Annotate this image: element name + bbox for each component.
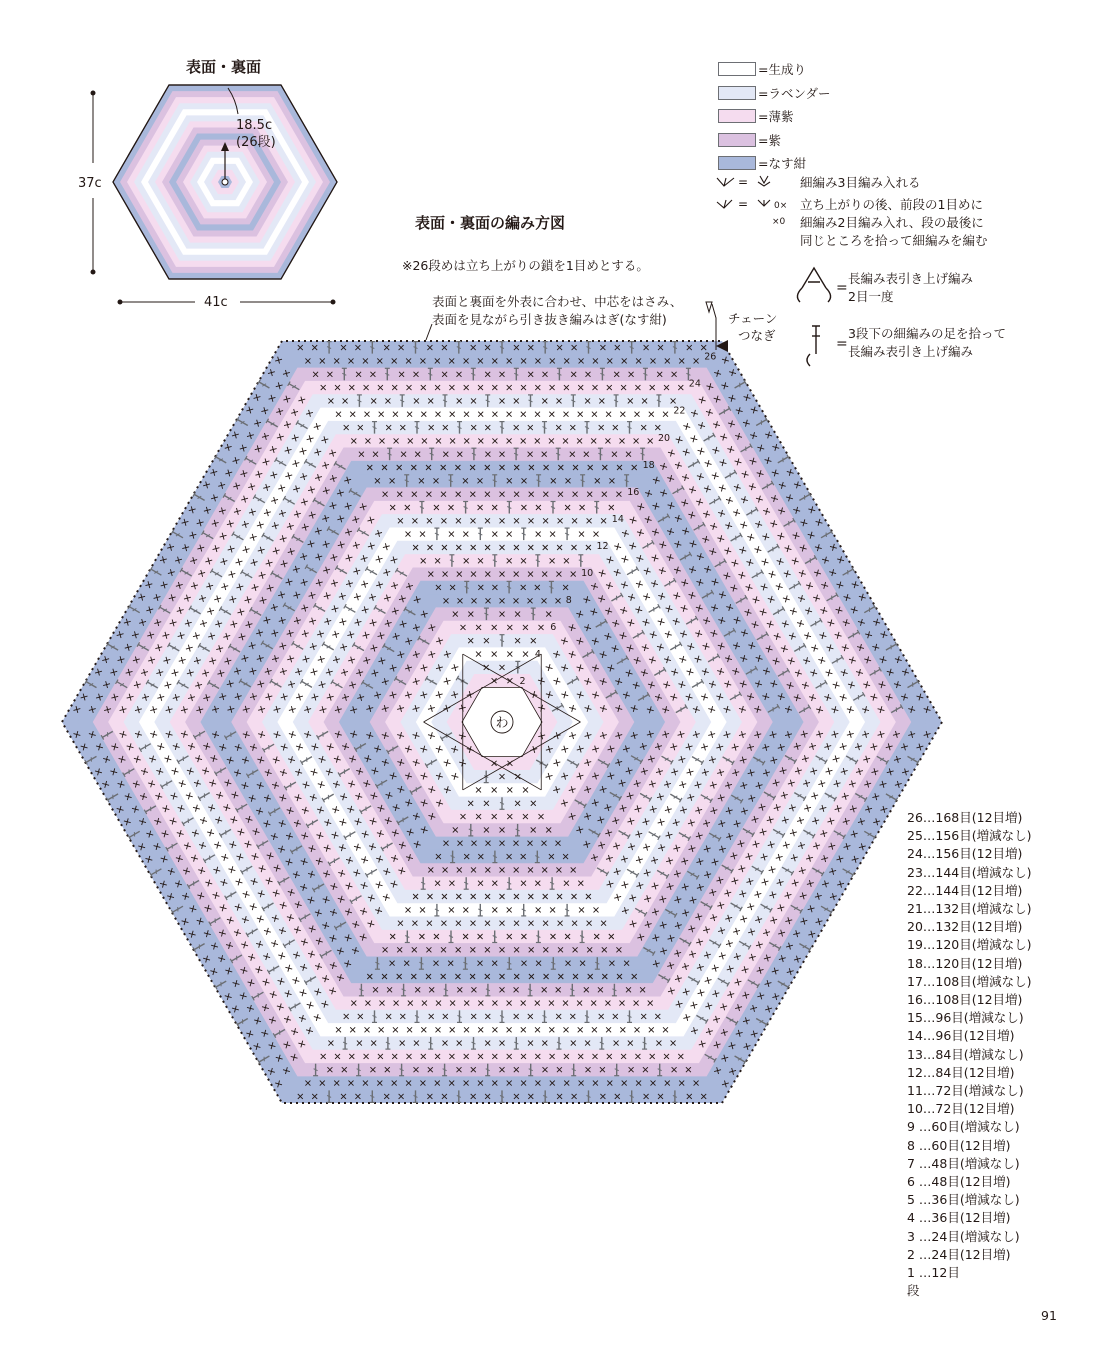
svg-text:=: = — [836, 280, 848, 296]
legend-label: =薄紫 — [758, 109, 794, 124]
round-number: 8 — [565, 595, 572, 606]
round-number: 10 — [581, 568, 594, 579]
note-fpdc2tog-1: 長編み表引き上げ編み — [848, 271, 974, 286]
round-number: 22 — [673, 405, 686, 417]
round-count-item: 16…108目(12目増) — [907, 992, 1023, 1008]
round-count-item: 段 — [907, 1283, 920, 1299]
note-sc2-3: 同じところを拾って細編みを編む — [800, 233, 988, 248]
joining-leader — [426, 324, 432, 340]
chart-title: 表面・裏面の編み方図 — [415, 214, 566, 232]
round-count-item: 8 …60目(12目増) — [907, 1137, 1011, 1153]
legend-label: =なす紺 — [758, 156, 806, 171]
round-number: 18 — [642, 459, 655, 471]
note-fpdc2tog-2: 2目一度 — [848, 289, 894, 304]
round-count-item: 25…156目(増減なし) — [907, 828, 1032, 844]
width-label: 41c — [204, 295, 228, 310]
round-count-item: 7 …48目(増減なし) — [907, 1155, 1020, 1171]
round-count-item: 24…156目(12目増) — [907, 846, 1023, 862]
radius-rows-label: (26段) — [236, 135, 276, 150]
round-count-item: 11…72目(増減なし) — [907, 1083, 1024, 1099]
round-count-item: 12…84目(12目増) — [907, 1064, 1015, 1080]
magic-ring-label: わ — [495, 716, 509, 731]
round-count-item: 20…132目(12目増) — [907, 919, 1023, 935]
legend-label: =ラベンダー — [758, 85, 831, 101]
round-count-item: 6 …48目(12目増) — [907, 1174, 1011, 1190]
round-number: 12 — [596, 540, 609, 552]
joining-note-2: 表面を見ながら引き抜き編みはぎ(なす紺) — [432, 312, 667, 327]
round-count-item: 9 …60目(増減なし) — [907, 1119, 1020, 1135]
legend-label: =紫 — [758, 132, 781, 148]
round-number: 26 — [704, 351, 717, 363]
round-number: 6 — [550, 622, 557, 634]
round-count-item: 17…108目(増減なし) — [907, 973, 1032, 989]
round-count-item: 15…96目(増減なし) — [907, 1010, 1024, 1026]
svg-text:0×: 0× — [774, 201, 788, 211]
chart-note: ※26段めは立ち上がりの鎖を1目めとする。 — [402, 258, 649, 273]
svg-text:=: = — [738, 175, 749, 189]
round-count-item: 21…132目(増減なし) — [907, 901, 1032, 917]
height-label: 37c — [78, 176, 102, 191]
round-count-item: 4 …36目(12目増) — [907, 1210, 1011, 1226]
chain-join-2: つなぎ — [738, 328, 776, 343]
round-count-item: 10…72目(12目増) — [907, 1101, 1015, 1117]
note-sc2-1: 立ち上がりの後、前段の1目めに — [800, 197, 983, 212]
round-count-list — [907, 809, 1032, 1300]
round-number: 14 — [611, 513, 624, 525]
round-count-item: 22…144目(12目増) — [907, 882, 1023, 898]
svg-text:×0: ×0 — [772, 217, 786, 227]
legend-label: =生成り — [758, 62, 806, 77]
round-count-item: 1 …12目 — [907, 1265, 960, 1281]
svg-text:=: = — [738, 197, 749, 211]
round-number: 4 — [534, 649, 541, 661]
round-count-item: 18…120目(12目増) — [907, 955, 1023, 971]
note-fpdc-1: 3段下の細編みの足を拾って — [848, 326, 1006, 341]
round-count-item: 23…144目(増減なし) — [907, 864, 1032, 880]
round-number: 24 — [688, 378, 701, 390]
joining-note-1: 表面と裏面を外表に合わせ、中芯をはさみ、 — [432, 294, 683, 309]
round-count-item: 26…168目(12目増) — [907, 810, 1023, 825]
round-count-item: 5 …36目(増減なし) — [907, 1192, 1020, 1208]
note-sc2-2: 細編み2目編み入れ、段の最後に — [800, 215, 984, 230]
round-count-item: 19…120目(増減なし) — [907, 937, 1032, 953]
round-count-item: 3 …24目(増減なし) — [907, 1228, 1020, 1244]
chain-join-1: チェーン — [728, 311, 778, 326]
round-number: 20 — [658, 432, 671, 444]
round-count-item: 14…96目(12目増) — [907, 1028, 1015, 1044]
round-count-item: 2 …24目(12目増) — [907, 1246, 1011, 1262]
round-number: 2 — [519, 676, 526, 688]
round-number: 16 — [627, 486, 640, 498]
radius-label: 18.5c — [236, 118, 273, 133]
note-fpdc-2: 長編み表引き上げ編み — [848, 344, 974, 359]
page-number: 91 — [1041, 1308, 1057, 1323]
overview-title: 表面・裏面 — [186, 58, 262, 76]
round-count-item: 13…84目(増減なし) — [907, 1046, 1024, 1062]
note-sc3: 細編み3目編み入れる — [800, 175, 921, 190]
svg-text:=: = — [836, 336, 848, 352]
